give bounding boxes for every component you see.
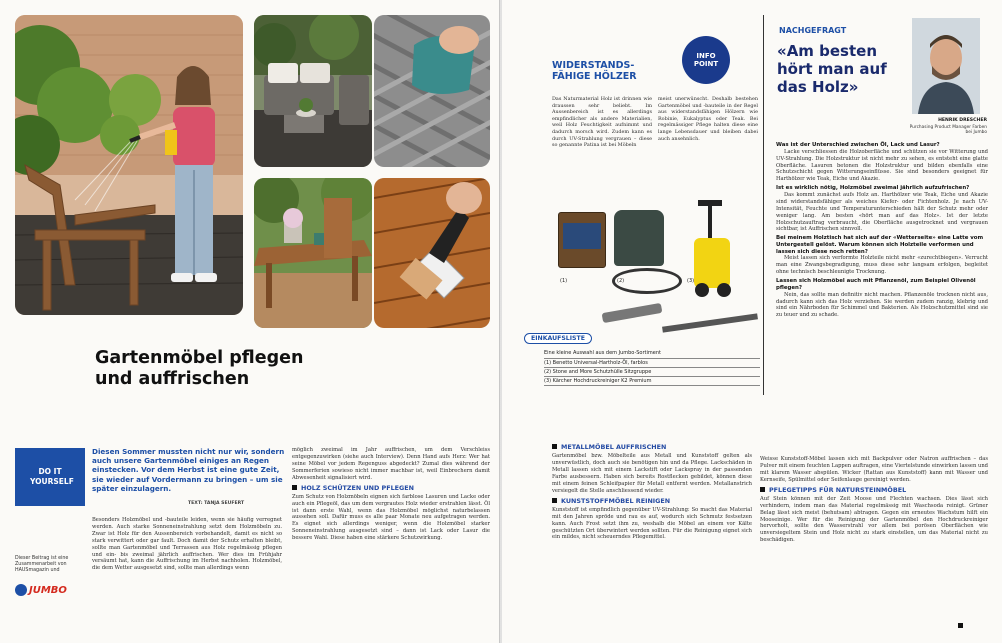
do-it-yourself-badge	[15, 448, 85, 506]
square-bullet-icon	[552, 498, 557, 503]
question: Was ist der Unterschied zwischen Öl, Lack und Lasur?	[776, 142, 940, 148]
answer: Lacke verschliessen die Holzoberfläche und schützen sie vor Witterung und UV-Strahlung. Die Holzstruktur ist nicht mehr zu sehen, es entsteht eine glatte Oberfläche. Lasuren betonen die Holzstruktur und bilden ebenfalls eine Schutzschicht gegen Witterungseinflüsse. Sie sind besonders geeignet für Harthölzer wie Teak, Eiche und Akazie.	[776, 148, 988, 183]
byline: TEXT: TANJA SEUFERT	[188, 501, 245, 506]
product-number: (1)	[560, 278, 568, 284]
body-text: Weisse Kunststoff-Möbel lassen sich mit Backpulver oder Natron auffrischen – das Pulver mit einem feuchten Lappen auftragen, eine Viertelstunde einwirken lassen und mit klarem Wasser abspülen. Wicker (Rattan aus Kunststoff) kann mit Wasser und Kernseife, Spülmittel oder Seifenlauge gereinigt werden.	[760, 456, 988, 483]
answer: Nein, das sollte man definitiv nicht machen. Pflanzenöle trocknen nicht aus, dadurch kann sich das Holz verziehen. Sie werden zudem ranzig, klebrig und sind ein Nährboden für Schimmel und Bakterien. Als Holzschutzmittel sind sie zu teuer und zu schade.	[776, 291, 988, 319]
left-page	[0, 0, 500, 643]
infopoint-badge	[682, 36, 730, 84]
product-oil-can	[558, 212, 606, 268]
subheading-holz	[292, 485, 490, 492]
square-bullet-icon	[552, 444, 557, 449]
photo-rattan-lounge	[254, 15, 372, 167]
lead-paragraph: Diesen Sommer mussten nicht nur wir, sondern auch unsere Gartenmöbel einiges an Regen einstecken. Vor dem Herbst ist eine gute Zeit, sie wieder auf Vordermann zu bringen – um sie später einzulagern.	[92, 447, 285, 493]
article-headline: Gartenmöbel pflegen und auffrischen	[95, 348, 304, 389]
shopping-item: (1) Benetto Universal-Hartholz-Öl, farblos	[544, 358, 760, 367]
lower-column-2	[760, 456, 988, 544]
jumbo-wordmark: JUMBO	[29, 584, 67, 596]
photo-wicker-cleaning	[374, 15, 490, 167]
product-cover-bag	[614, 210, 664, 266]
badge-line: INFO	[696, 52, 716, 60]
body-text: Zum Schutz von Holzmöbeln eignen sich farblose Lasuren und Lacke oder auch ein Pflegeöl, das um dem vergrautes Holz wieder erstrahlen lässt. Öl ist dann erste Wahl, wenn das Holzmöbel möglichst naturbelassen aussehen soll. Dafür muss es alle paar Monate neu aufgetragen werden. Es eignet sich allerdings weniger, wenn die Holzmöbel starker Sonneneinstrahlung ausgesetzt sind – dann ist Lack oder Lasur die bessere Wahl. Diese haben eine stärkere Schutzwirkung.	[292, 493, 490, 542]
subheading-kunststoff	[552, 498, 752, 505]
question: Ist es wirklich nötig, Holzmöbel zweimal jährlich aufzufrischen?	[776, 185, 970, 192]
photo-wooden-table	[254, 178, 372, 328]
shopping-label: EINKAUFSLISTE	[524, 333, 592, 344]
infopoint-title: WIDERSTANDS-FÄHIGE HÖLZER	[552, 60, 637, 82]
product-pressure-washer	[688, 200, 736, 298]
shopping-item: (3) Kärcher Hochdruckreiniger K2 Premium	[544, 376, 760, 386]
body-text: Auf Stein können mit der Zeit Moose und Flechten wachsen. Dies lässt sich verhindern, indem man das Material regelmässig mit Waschsoda reinigt. Grüner Belag lässt sich meist (behutsam) abtragen. Gegen ein erneutes Wachstum hilft ein Mooseinige. Wer für die Reinigung der Gartenmöbel den Hochdruckreiniger hervorholt, sollte den Wasserstrahl vor allem bei porösen Oberflächen wie unversiegeltem Stein und Holz nicht zu stark einstellen, um das Material nicht zu beschädigen.	[760, 495, 988, 544]
jumbo-swoosh-icon	[15, 584, 27, 596]
subheading-text: METALLMÖBEL AUFFRISCHEN	[561, 443, 667, 451]
subheading-text: KUNSTSTOFFMÖBEL REINIGEN	[561, 496, 671, 505]
right-page	[502, 0, 1002, 643]
body-text: Besonders Holzmöbel und -bauteile leiden, wenn sie häufig verregnet werden. Auch starke Sonneneinstrahlung setzt dem Holzmöbeln zu. Zwar ist Holz für den Aussenbereich vorbehandelt, damit es nicht so stark verwittert oder gar fault. Doch damit der Schutz erhalten bleibt, sollte man Gartenmöbel und Terrassen aus Holz regelmässig pflegen und ein- bis zweimal jährlich auffrischen. Wer dies im Frühjahr versäumt hat, kann die Auffrischung im Herbst nachholen. Holzmöbel, die dem Wetter ausgesetzt sind, sollte man allerdings wenn	[92, 517, 282, 572]
left-column-2	[292, 447, 490, 542]
subheading-text: PFLEGETIPPS FÜR NATURSTEINMÖBEL	[769, 485, 907, 494]
question: Lassen sich Holzmöbel auch mit Pflanzenöl, zum Beispiel Olivenöl pflegen?	[776, 278, 976, 291]
interview-title: «Am besten hört man auf das Holz»	[777, 42, 887, 96]
partner-note: Dieser Beitrag ist eine Zusammenarbeit von HAUSmagazin und	[15, 556, 69, 573]
body-text: möglich zweimal im Jahr auffrischen, um dem Verschleiss entgegenzuwirken (siehe auch Interview). Denn Hand aufs Herz: Wer hat seine Möbel vor jedem Regenguss abgedeckt? Zumal dies während der Sommerferien sowieso nicht immer machbar ist, weil Einbrechern damit Abwesenheit signalisiert wird.	[292, 447, 490, 481]
lower-column-1	[552, 444, 752, 541]
photo-woman-pressure-washer	[15, 15, 243, 315]
subheading-text: HOLZ SCHÜTZEN UND PFLEGEN	[301, 483, 414, 492]
product-number: (2)	[617, 278, 625, 284]
badge-label: DO IT YOURSELF	[30, 467, 74, 486]
infopoint-col-1	[552, 96, 652, 149]
shopping-list	[524, 325, 760, 386]
shopping-intro: Eine kleine Auswahl aus dem Jumbo-Sortiment	[544, 350, 661, 356]
photo-brush-oiling	[374, 178, 490, 328]
product-number: (3)	[687, 278, 695, 284]
interview-body	[776, 140, 988, 319]
left-column-1	[92, 517, 282, 572]
question: Bei meinem Holztisch hat sich auf der «Wetterseite» eine Latte vom Untergestell gelöst. Warum können sich Holzteile verformen und lassen sich diese noch retten?	[776, 235, 984, 255]
answer: Meist lassen sich verformte Holzteile nicht mehr «zurechtbiegen». Verrucht man eine Zwangsbegradigung, muss diese sehr langsam erfolgen, begleitet ohne technisch beschleunigte Trocknung.	[776, 255, 988, 276]
square-bullet-icon	[292, 485, 297, 490]
answer: Das kommt zunächst aufs Holz an. Harthölzer wie Teak, Eiche und Akazie sind widerstandsfähiger als weiches Kiefer- oder Fichtenholz. Je nach UV-Intensität, Feuchte und Temperaturunterschieden hält der Schutz mehr oder weniger lang. Am besten «hört man auf das Holz». Ist der letzte Holzschutzauftrag verbraucht, die Oberfläche ausgetrocknet und vergrauen sichtbar, ist Auffrischen sinnvoll.	[776, 191, 988, 233]
jumbo-logo	[15, 583, 85, 597]
shopping-item: (2) Stone and More Schutzhülle Sitzgruppe	[544, 367, 760, 376]
person-role: Purchasing Product Manager Farben bei Jumbo	[909, 125, 987, 136]
body-text: meist unerwünscht. Deshalb bestehen Gartenmöbel und -bauteile in der Regel aus widerstandsfähigen Hölzern wie Robinie, Eukalyptus oder Teak. Bei regelmässiger Pflege halten diese eine lange Lebensdauer und bleiben dabei auch ansehnlich.	[658, 96, 758, 142]
subheading-naturstein	[760, 487, 988, 494]
person-name: HENRIK DRESCHER	[938, 118, 987, 123]
body-text: Kunststoff ist empfindlich gegenüber UV-Strahlung: So macht das Material mit den Jahren spröde und rau es auf, wodurch sich Schmutz festsetzen kann. Auch Frost setzt ihm zu, weshalb die Möbel an einem vor Kälte geschützten Ort überwintert werden sollten. Für die Reinigung eignet sich ein mildes, nicht scheuerndes Pflegemittel.	[552, 506, 752, 541]
infopoint-divider	[763, 15, 764, 395]
end-mark-icon	[958, 623, 963, 628]
portrait-photo	[912, 18, 980, 114]
product-gun	[602, 303, 663, 323]
body-text: Gartenmöbel bzw. Möbelteile aus Metall und Kunststoff gelten als unverwüstlich, doch auch sie benötigen hin und da Pflege. Lackschäden in Metall lassen sich mit einem Lackstift oder Lackspray in der passenden Farbe ausbessern. Haben sich bereits Rostflecken gebildet, können diese mit einem feinen Schleifpapier für Metall entfernt werden. Metallanstrich versiegelt die Stelle anschliessend wieder.	[552, 453, 752, 494]
infopoint-col-2	[658, 96, 758, 142]
subheading-metall	[552, 444, 752, 451]
interview-kicker: NACHGEFRAGT	[779, 26, 847, 35]
badge-line: POINT	[693, 60, 719, 68]
square-bullet-icon	[760, 487, 765, 492]
body-text: Das Naturmaterial Holz ist drinnen wie draussen sehr beliebt. Im Aussenbereich ist es allerdings empfindlicher als andere Materialien, weil Holz Feuchtigkeit aufnimmt und dadurch morsch wird. Zudem kann es durch UV-Strahlung vergrauen – diese so genannte Patina ist bei Möbeln	[552, 96, 652, 149]
